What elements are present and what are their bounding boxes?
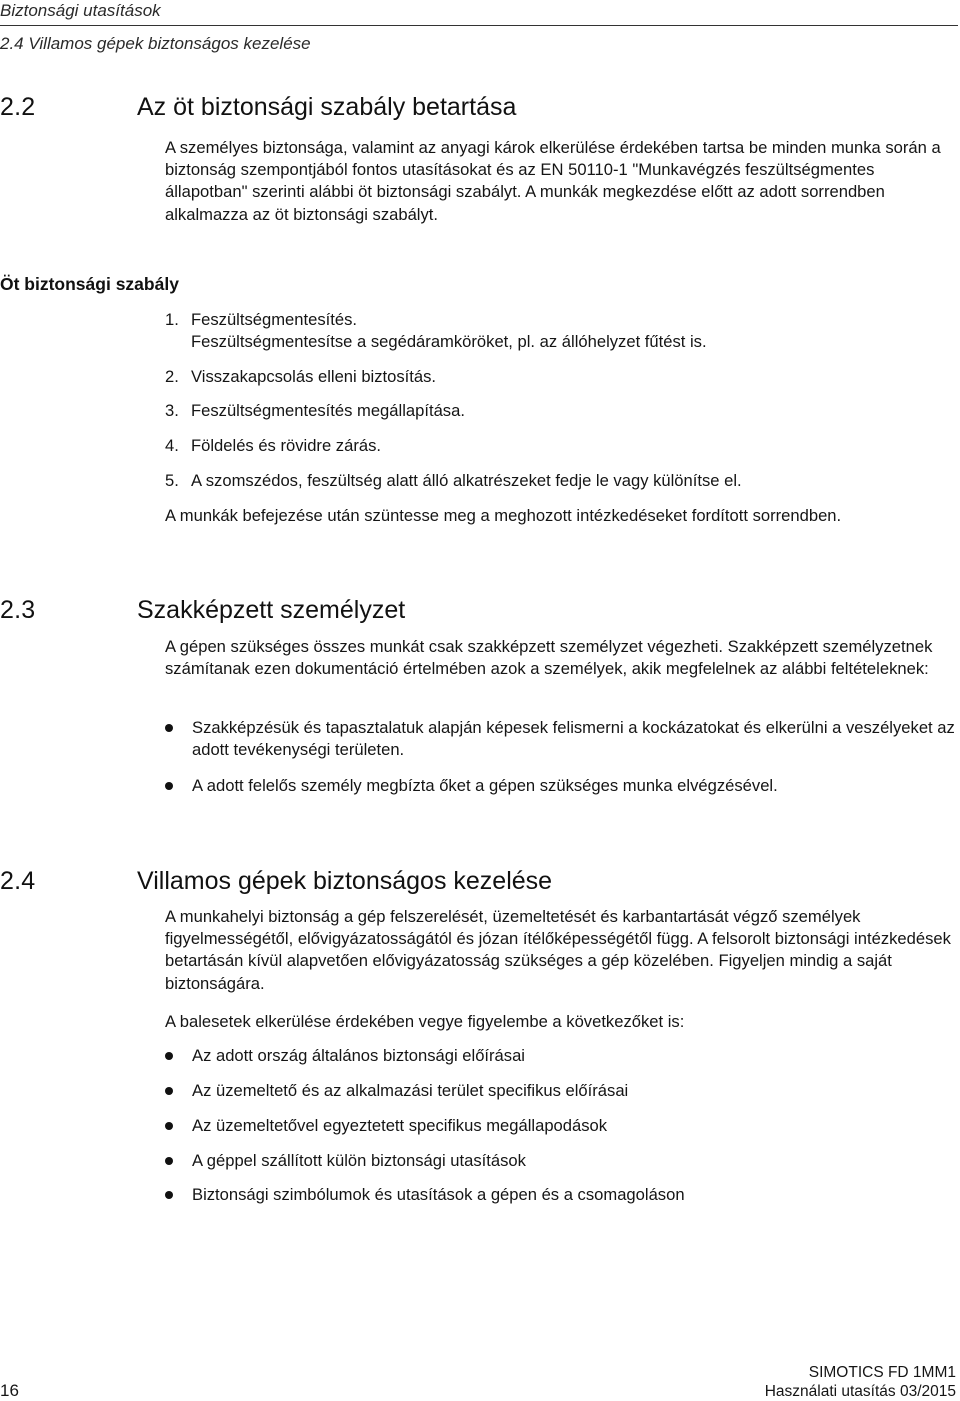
bullet-text: Szakképzésük és tapasztalatuk alapján képesek felismerni a kockázatokat és elkerülni a veszélyeket az adott tevékenységi területen. <box>192 718 955 760</box>
rule-text: Feszültségmentesítés megállapítása. <box>191 401 465 420</box>
running-header-chapter: Biztonsági utasítások <box>0 1 161 20</box>
precaution-bullet-1 <box>165 1045 955 1067</box>
section-2-4-number: 2.4 <box>0 867 36 895</box>
bullet-text: A géppel szállított külön biztonsági utasítások <box>192 1151 526 1170</box>
rule-item-5 <box>165 470 955 492</box>
bullet-icon <box>165 782 173 790</box>
rule-subtext: Feszültségmentesítse a segédáramköröket, pl. az állóhelyzet fűtést is. <box>191 332 707 352</box>
precaution-bullet-5 <box>165 1184 955 1206</box>
rule-number: 4. <box>165 436 179 455</box>
section-2-4-lead: A balesetek elkerülése érdekében vegye figyelembe a következőket is: <box>165 1012 685 1031</box>
precaution-bullet-3 <box>165 1115 955 1137</box>
precaution-bullet-2 <box>165 1080 955 1102</box>
qualification-bullet-2 <box>165 775 955 797</box>
footer-manual-edition: Használati utasítás 03/2015 <box>764 1383 956 1400</box>
rule-text: Visszakapcsolás elleni biztosítás. <box>191 367 437 386</box>
rule-text: Földelés és rövidre zárás. <box>191 436 381 455</box>
rule-item-3 <box>165 400 955 422</box>
section-2-2-closing: A munkák befejezése után szüntesse meg a meghozott intézkedéseket fordított sorrendben. <box>165 506 842 525</box>
bullet-text: Az üzemeltetővel egyeztetett specifikus megállapodások <box>192 1116 608 1135</box>
rule-item-4 <box>165 435 955 457</box>
bullet-icon <box>165 1157 173 1165</box>
section-2-2-title: Az öt biztonsági szabály betartása <box>137 93 517 121</box>
bullet-text: A adott felelős személy megbízta őket a gépen szükséges munka elvégzésével. <box>192 776 778 795</box>
running-header-section: 2.4 Villamos gépek biztonságos kezelése <box>0 34 311 53</box>
rule-item-2 <box>165 366 955 388</box>
rule-number: 3. <box>165 401 179 420</box>
rule-text: Feszültségmentesítés. <box>191 310 358 329</box>
section-2-3-number: 2.3 <box>0 596 36 624</box>
bullet-text: Az adott ország általános biztonsági előírásai <box>192 1046 525 1065</box>
section-2-4-intro: A munkahelyi biztonság a gép felszerelését, üzemeltetését és karbantartását végző személyek figyelmességétől, elővigyázatosságától és józan ítélőképességétől függ. A felsorolt biztonsági intézkedések betartásán kívül alapvetően elővigyázatosság szükséges a gép közelében. Figyeljen mindig a saját biztonságára. <box>165 907 951 993</box>
footer-product-name: SIMOTICS FD 1MM1 <box>808 1364 956 1381</box>
section-2-3-title: Szakképzett személyzet <box>137 596 406 624</box>
bullet-icon <box>165 1122 173 1130</box>
section-2-4-title: Villamos gépek biztonságos kezelése <box>137 867 553 895</box>
rule-item-1 <box>165 309 955 353</box>
precaution-bullet-4 <box>165 1150 955 1172</box>
bullet-text: Az üzemeltető és az alkalmazási terület specifikus előírásai <box>192 1081 629 1100</box>
bullet-icon <box>165 1052 173 1060</box>
rule-number: 5. <box>165 471 179 490</box>
section-2-2-number: 2.2 <box>0 93 36 121</box>
five-rules-subheading: Öt biztonsági szabály <box>0 274 179 294</box>
bullet-icon <box>165 724 173 732</box>
bullet-icon <box>165 1087 173 1095</box>
section-2-2-intro: A személyes biztonsága, valamint az anyagi károk elkerülése érdekében tartsa be minden munka során a biztonság szempontjából fontos utasításokat és az EN 50110-1 "Munkavégzés feszültségmentes állapotban" szerinti alábbi öt biztonsági szabályt. A munkák megkezdése előtt az adott sorrendben alkalmazza az öt biztonsági szabályt. <box>165 138 941 224</box>
qualification-bullet-1 <box>165 717 955 761</box>
rule-number: 1. <box>165 310 179 329</box>
bullet-icon <box>165 1191 173 1199</box>
bullet-text: Biztonsági szimbólumok és utasítások a gépen és a csomagoláson <box>192 1185 685 1204</box>
page-number: 16 <box>0 1381 19 1400</box>
section-2-3-intro: A gépen szükséges összes munkát csak szakképzett személyzet végezheti. Szakképzett személyzetnek számítanak ezen dokumentáció értelmében azok a személyek, akik megfelelnek az alábbi feltételeknek: <box>165 637 933 679</box>
header-divider <box>0 25 958 26</box>
rule-number: 2. <box>165 367 179 386</box>
rule-text: A szomszédos, feszültség alatt álló alkatrészeket fedje le vagy különítse el. <box>191 471 742 490</box>
